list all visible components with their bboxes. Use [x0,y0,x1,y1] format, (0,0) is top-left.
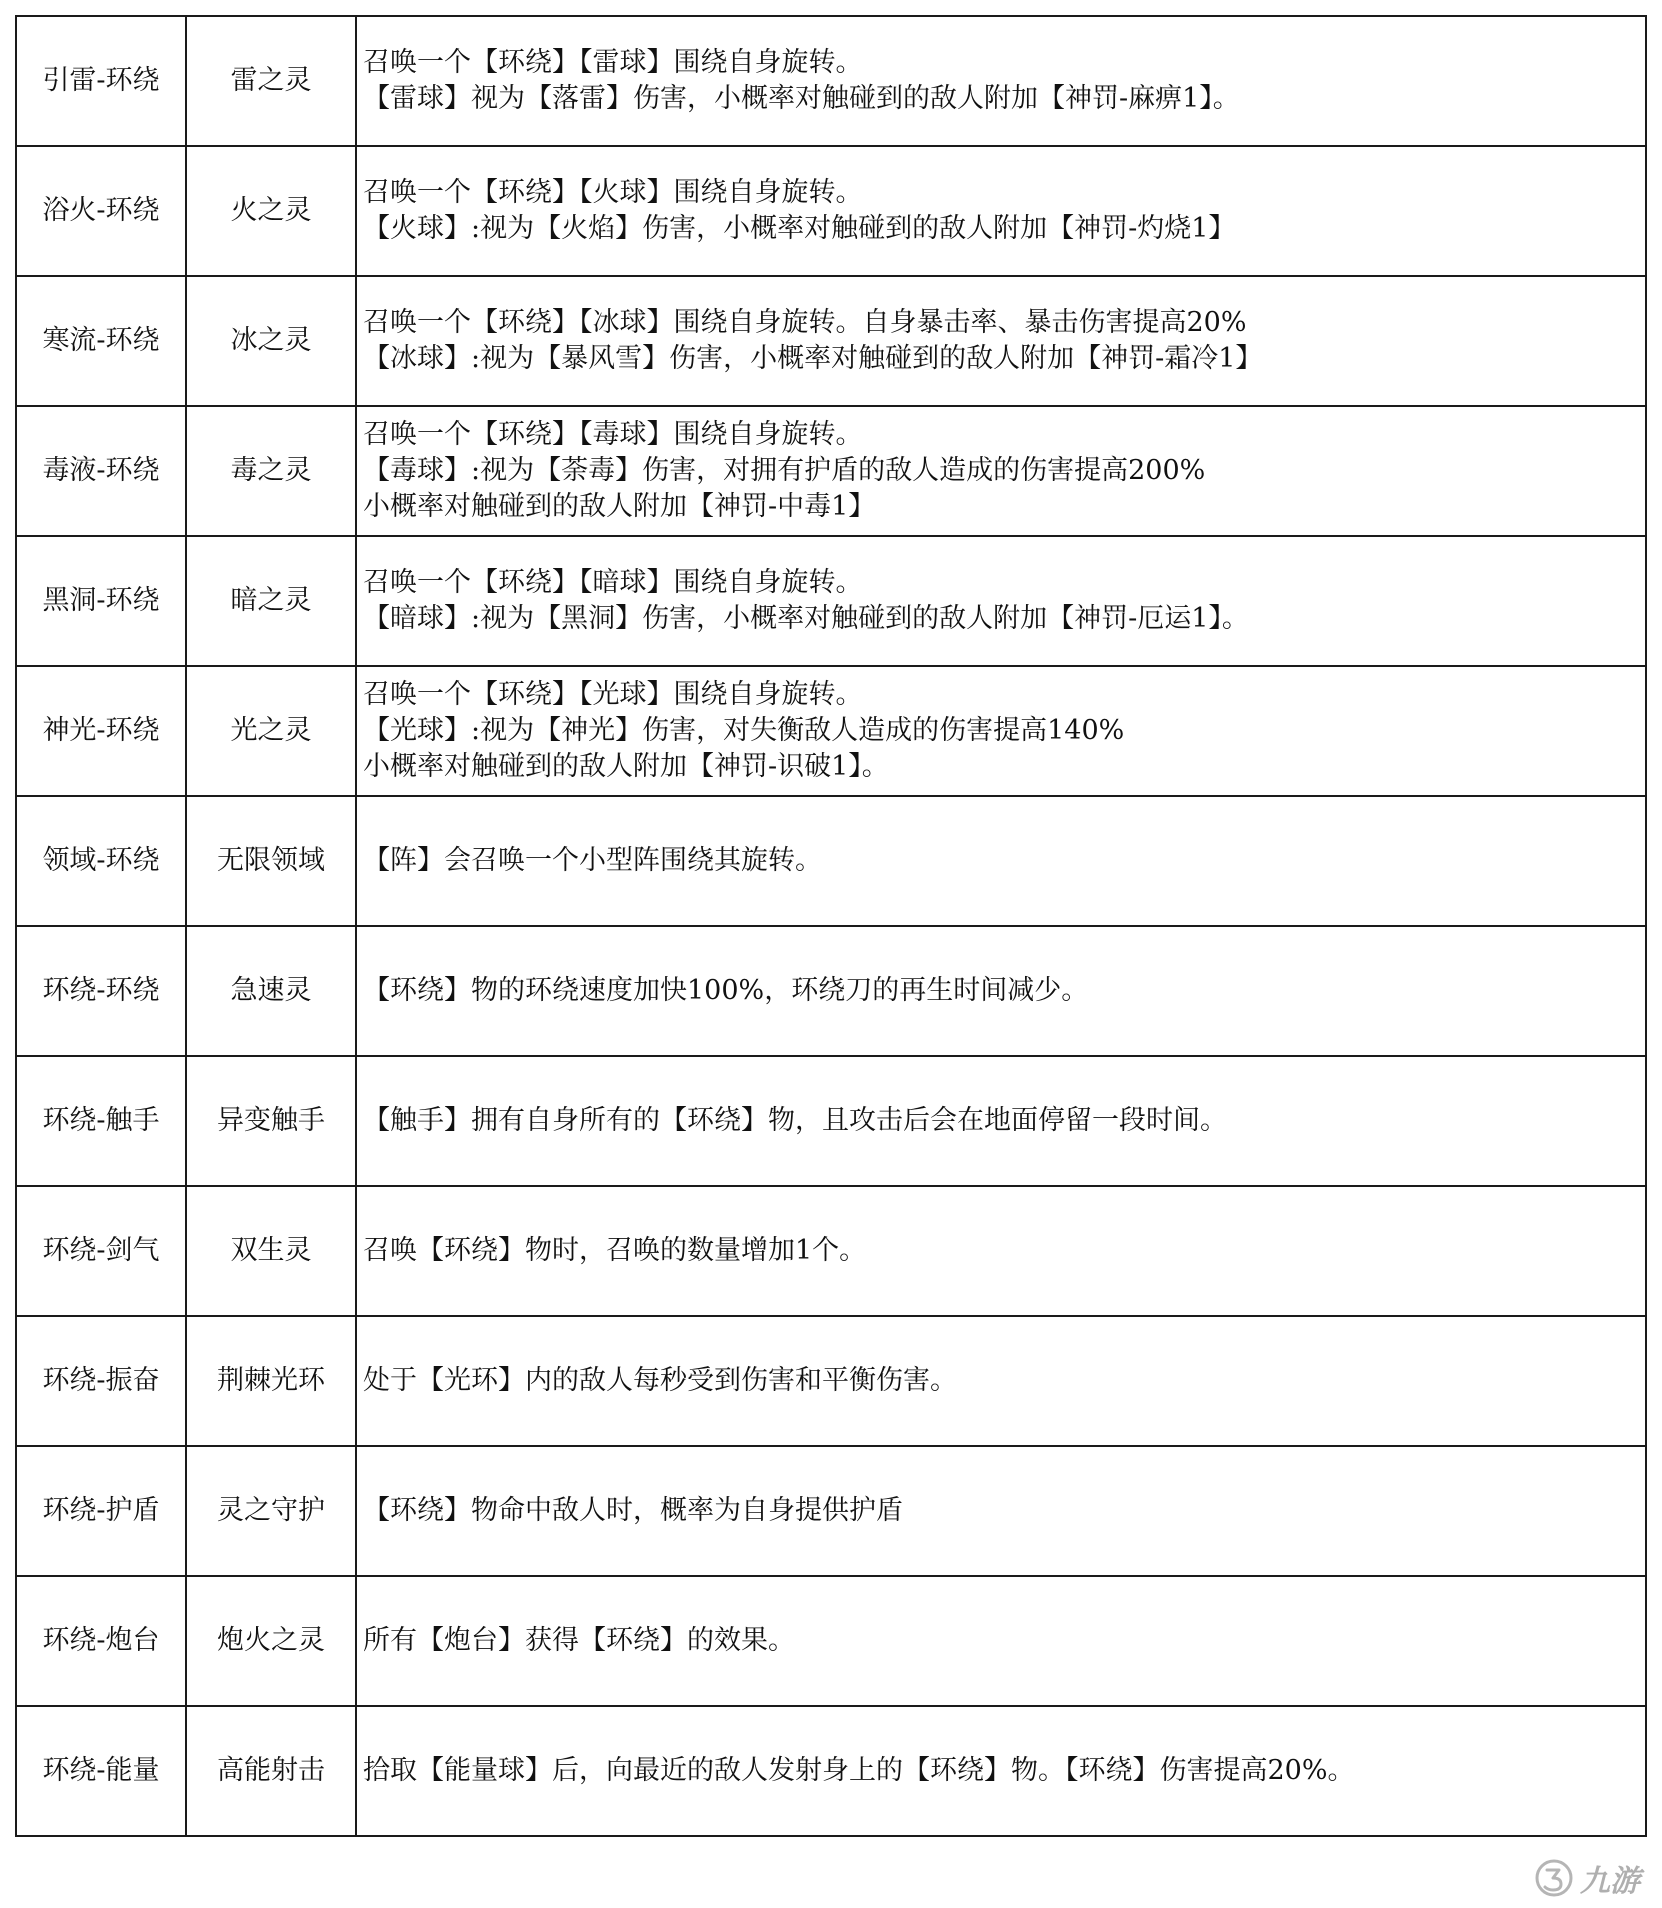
description-line: 召唤一个【环绕】【暗球】围绕自身旋转。 [363,567,863,598]
description-cell [356,666,1646,796]
table-row [16,1446,1646,1576]
description-cell [356,1316,1646,1446]
description-line: 拾取【能量球】后，向最近的敌人发射身上的【环绕】物。【环绕】伤害提高20%。 [363,1755,1355,1786]
table-row [16,926,1646,1056]
combo-cell: 环绕-剑气 [16,1186,186,1316]
table-row [16,276,1646,406]
description-line: 处于【光环】内的敌人每秒受到伤害和平衡伤害。 [363,1365,957,1396]
skill-name-cell: 无限领域 [186,796,356,926]
description-cell [356,16,1646,146]
description-line: 【环绕】物命中敌人时，概率为自身提供护盾 [363,1495,903,1526]
table-row [16,536,1646,666]
description-cell [356,1576,1646,1706]
skill-name-cell: 高能射击 [186,1706,356,1836]
description-line: 【毒球】:视为【荼毒】伤害，对拥有护盾的敌人造成的伤害提高200% [363,455,1206,486]
table-row [16,1056,1646,1186]
description-line: 召唤一个【环绕】【火球】围绕自身旋转。 [363,177,863,208]
table-row [16,406,1646,536]
table-row [16,666,1646,796]
combo-cell: 毒液-环绕 [16,406,186,536]
description-cell [356,1446,1646,1576]
skill-table-container [15,15,1645,1837]
combo-cell: 寒流-环绕 [16,276,186,406]
skill-name-cell: 光之灵 [186,666,356,796]
combo-cell: 黑洞-环绕 [16,536,186,666]
description-line: 【雷球】视为【落雷】伤害，小概率对触碰到的敌人附加【神罚-麻痹1】。 [363,83,1240,114]
table-row [16,1186,1646,1316]
description-line: 召唤一个【环绕】【毒球】围绕自身旋转。 [363,419,863,450]
watermark-text: 九游 [1580,1864,1640,1899]
description-cell [356,796,1646,926]
description-cell [356,406,1646,536]
table-row [16,16,1646,146]
description-cell [356,1706,1646,1836]
combo-cell: 领域-环绕 [16,796,186,926]
table-row [16,796,1646,926]
watermark [1534,1856,1640,1900]
skill-name-cell: 火之灵 [186,146,356,276]
description-line: 召唤一个【环绕】【光球】围绕自身旋转。 [363,679,863,710]
skill-name-cell: 急速灵 [186,926,356,1056]
description-line: 【冰球】:视为【暴风雪】伤害，小概率对触碰到的敌人附加【神罚-霜冷1】 [363,343,1263,374]
description-line: 【环绕】物的环绕速度加快100%，环绕刀的再生时间减少。 [363,975,1089,1006]
jiuyou-logo-icon [1534,1858,1574,1898]
description-cell [356,276,1646,406]
combo-cell: 环绕-环绕 [16,926,186,1056]
description-line: 召唤【环绕】物时，召唤的数量增加1个。 [363,1235,867,1266]
skill-name-cell: 双生灵 [186,1186,356,1316]
skill-name-cell: 炮火之灵 [186,1576,356,1706]
description-line: 所有【炮台】获得【环绕】的效果。 [363,1625,795,1656]
combo-cell: 环绕-护盾 [16,1446,186,1576]
table-row [16,1706,1646,1836]
combo-cell: 浴火-环绕 [16,146,186,276]
combo-cell: 神光-环绕 [16,666,186,796]
description-line: 【阵】会召唤一个小型阵围绕其旋转。 [363,845,822,876]
skill-name-cell: 暗之灵 [186,536,356,666]
description-cell [356,1056,1646,1186]
description-cell [356,536,1646,666]
description-line: 【触手】拥有自身所有的【环绕】物，且攻击后会在地面停留一段时间。 [363,1105,1227,1136]
table-row [16,1576,1646,1706]
table-body [16,16,1646,1836]
skill-name-cell: 异变触手 [186,1056,356,1186]
skill-name-cell: 冰之灵 [186,276,356,406]
description-line: 小概率对触碰到的敌人附加【神罚-识破1】。 [363,751,889,782]
description-cell [356,1186,1646,1316]
combo-cell: 环绕-炮台 [16,1576,186,1706]
description-line: 召唤一个【环绕】【雷球】围绕自身旋转。 [363,47,863,78]
skill-name-cell: 灵之守护 [186,1446,356,1576]
description-line: 【火球】:视为【火焰】伤害，小概率对触碰到的敌人附加【神罚-灼烧1】 [363,213,1236,244]
combo-cell: 引雷-环绕 [16,16,186,146]
skill-name-cell: 雷之灵 [186,16,356,146]
description-cell [356,146,1646,276]
description-line: 【暗球】:视为【黑洞】伤害，小概率对触碰到的敌人附加【神罚-厄运1】。 [363,603,1249,634]
combo-cell: 环绕-能量 [16,1706,186,1836]
table-row [16,146,1646,276]
combo-cell: 环绕-振奋 [16,1316,186,1446]
table-row [16,1316,1646,1446]
description-line: 【光球】:视为【神光】伤害，对失衡敌人造成的伤害提高140% [363,715,1125,746]
description-cell [356,926,1646,1056]
description-line: 小概率对触碰到的敌人附加【神罚-中毒1】 [363,491,876,522]
combo-cell: 环绕-触手 [16,1056,186,1186]
skill-name-cell: 荆棘光环 [186,1316,356,1446]
description-line: 召唤一个【环绕】【冰球】围绕自身旋转。自身暴击率、暴击伤害提高20% [363,307,1247,338]
skill-combo-table [15,15,1647,1837]
skill-name-cell: 毒之灵 [186,406,356,536]
